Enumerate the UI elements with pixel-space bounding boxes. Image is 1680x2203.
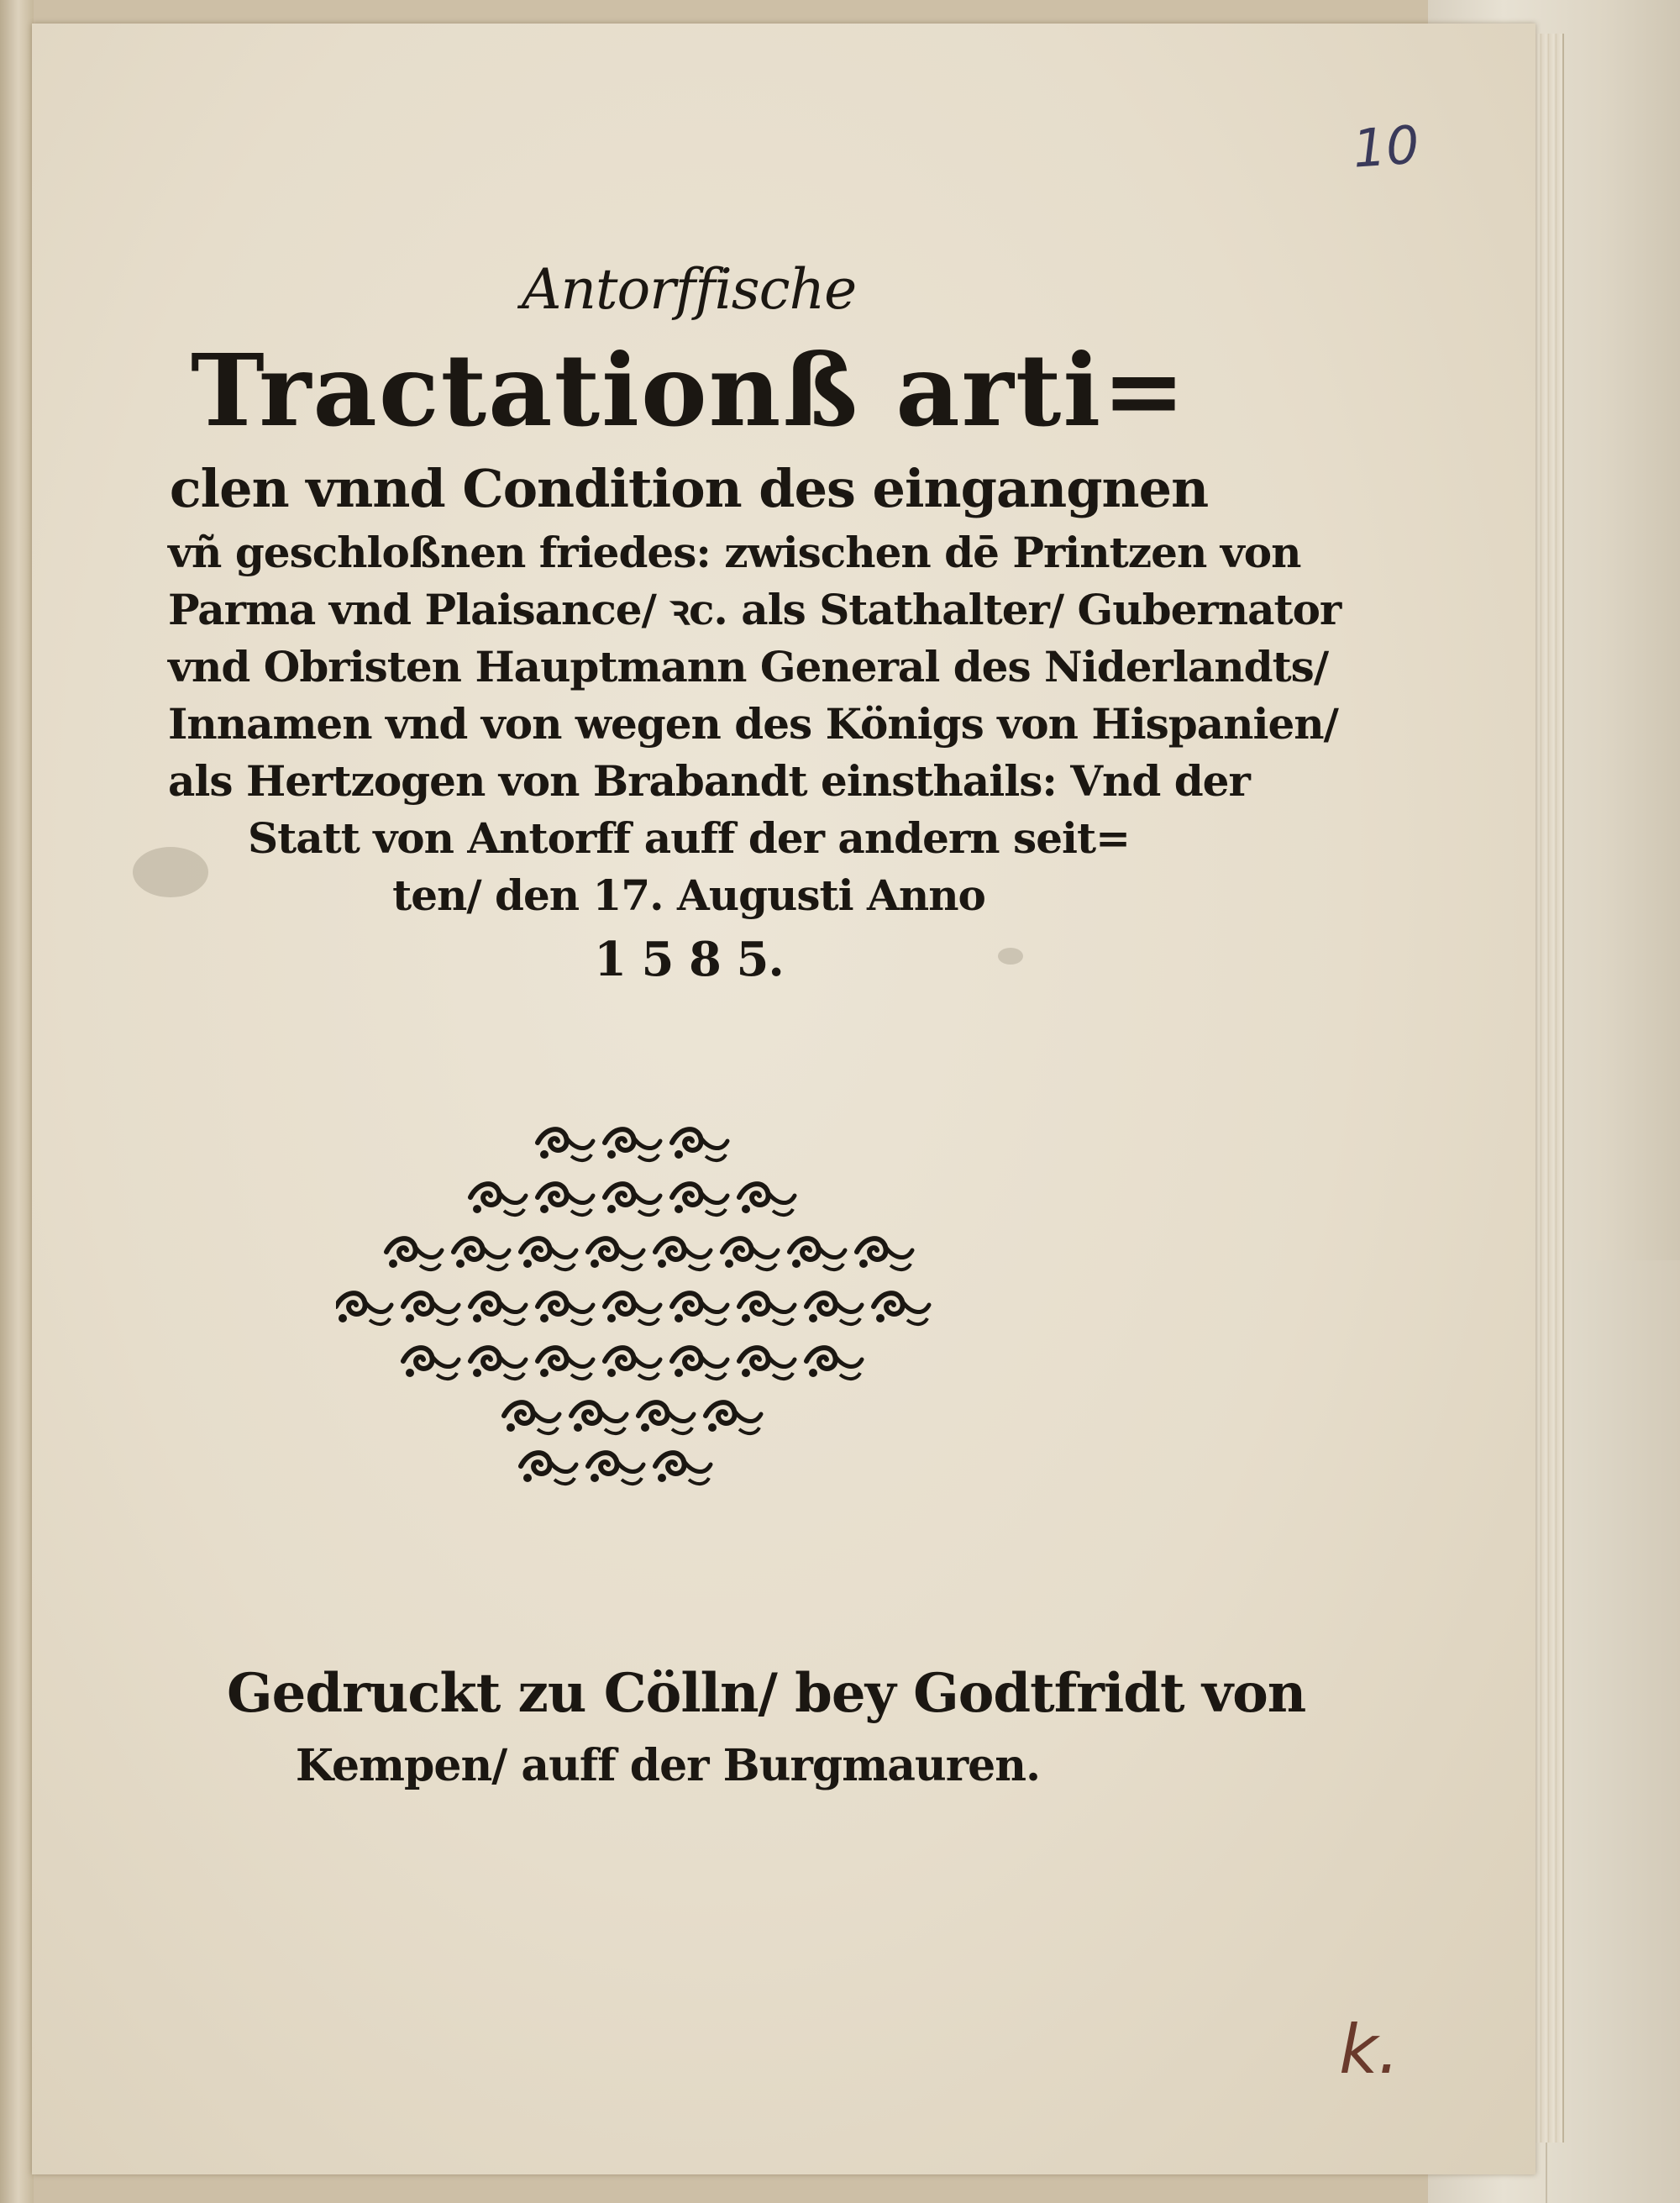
previous-leaf-edge	[0, 0, 34, 2203]
title-year: 1 5 8 5.	[594, 932, 784, 987]
title-text-block	[168, 252, 1341, 995]
title-line-8: als Hertzogen von Brabandt einsthails: Vnd der	[168, 756, 1250, 806]
title-line-7: Innamen vnd von wegen des Königs von Hispanien/	[168, 699, 1338, 749]
handwritten-shelfmark: 10	[1351, 113, 1421, 180]
title-line-10: ten/ den 17. Augusti Anno	[392, 870, 985, 920]
vellum-cover-fold	[1546, 1260, 1680, 2203]
title-line-2: Tractationß arti=	[190, 332, 1188, 449]
title-line-4: vñ geschloßnen friedes: zwischen dē Printzen von	[168, 528, 1301, 577]
imprint-block	[227, 1655, 1306, 1800]
woodcut-arabesque-ornament-icon	[336, 1117, 941, 1496]
title-line-1: Antorffische	[521, 257, 857, 322]
pencil-annotation: k.	[1339, 2011, 1399, 2089]
title-line-9: Statt von Antorff auff der andern seit=	[248, 813, 1130, 863]
imprint-line-2: Kempen/ auff der Burgmauren.	[295, 1740, 1041, 1791]
title-line-3: clen vnnd Condition des eingangnen	[169, 458, 1209, 519]
imprint-line-1: Gedruckt zu Cölln/ bey Godtfridt von	[227, 1662, 1306, 1725]
title-line-5: Parma vnd Plaisance/ ꝛc. als Stathalter/ Gubernator	[168, 585, 1341, 634]
title-line-6: vnd Obristen Hauptmann General des Niderlandts/	[168, 642, 1329, 691]
